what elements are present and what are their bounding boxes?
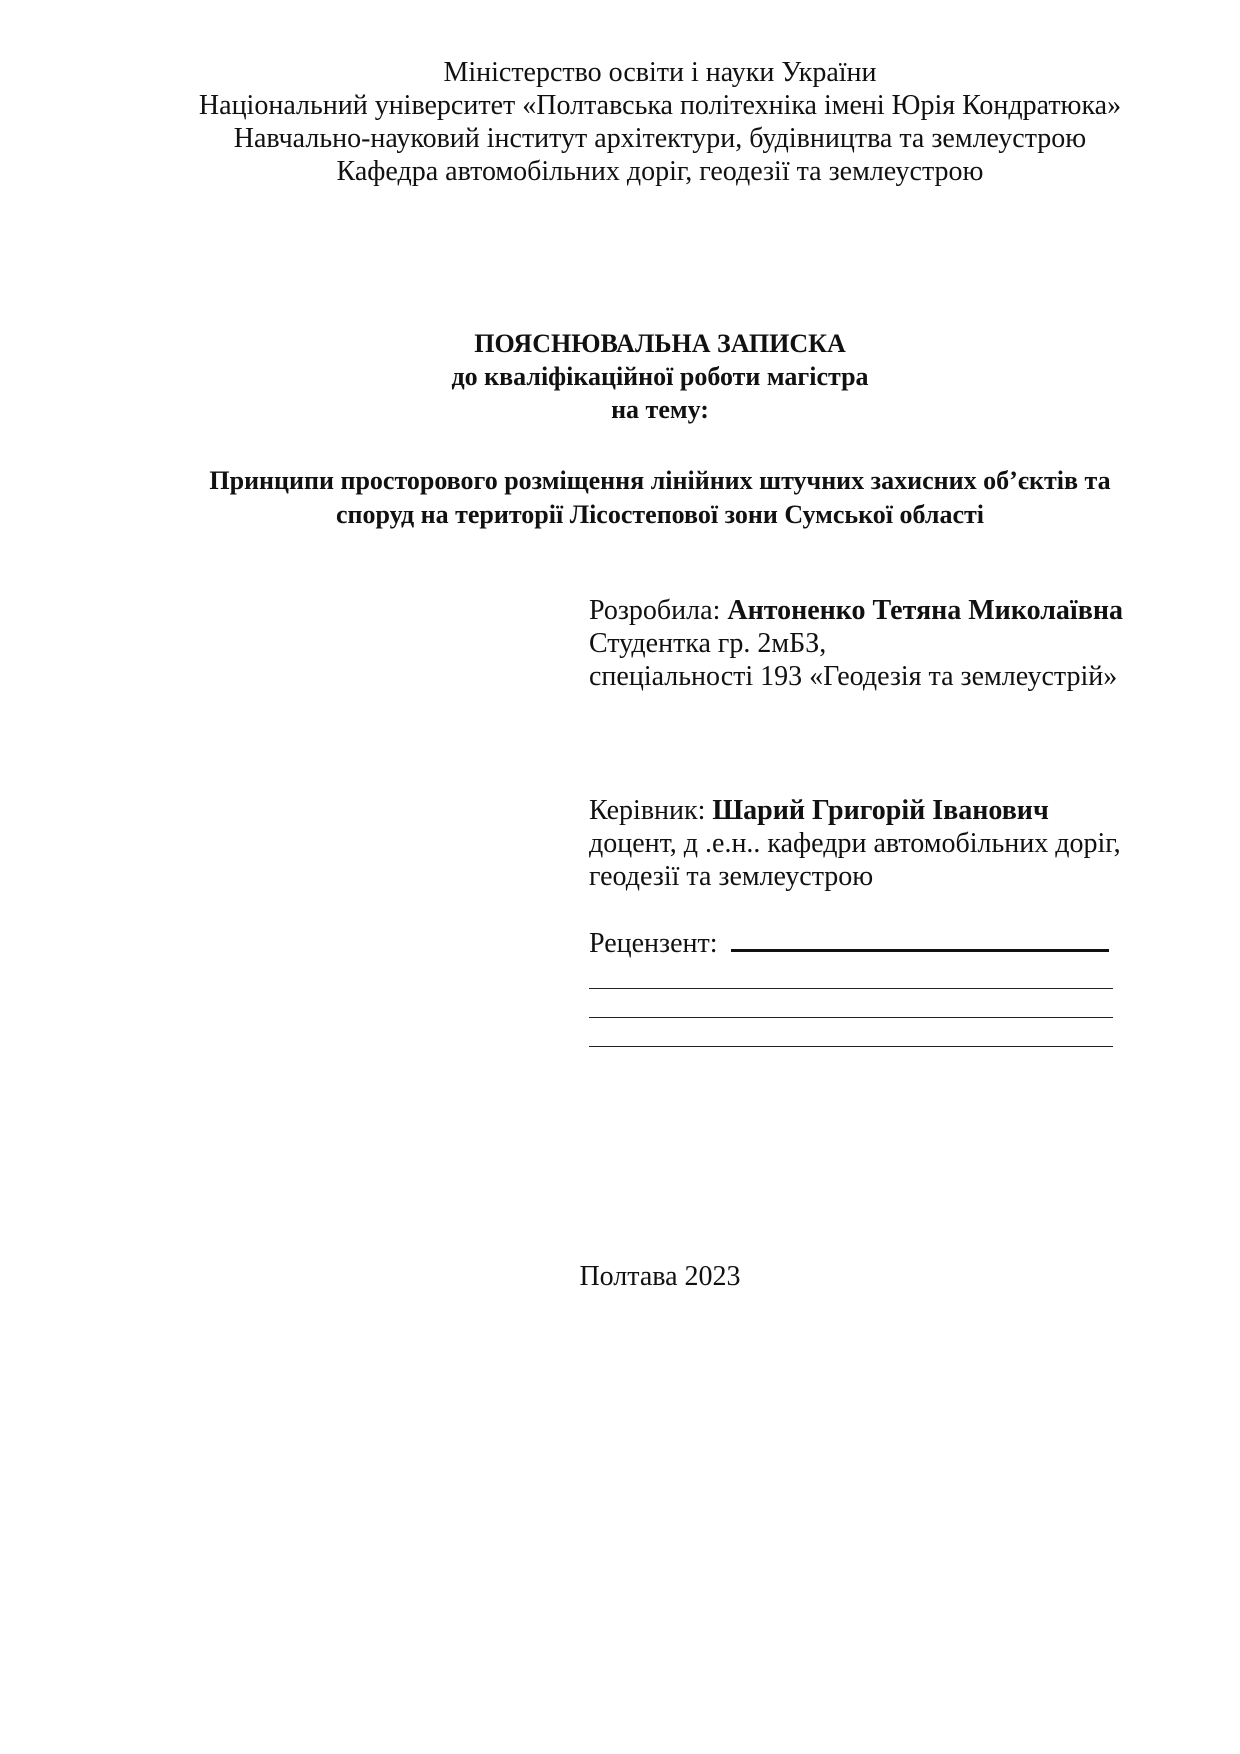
supervisor-line: [589, 794, 1121, 827]
supervisor-name: Шарий Григорій Іванович: [712, 795, 1049, 826]
reviewer-label: Рецензент:: [589, 928, 725, 959]
author-block: [589, 594, 1123, 693]
topic-line-1: Принципи просторового розміщення лінійних штучних захисних об’єктів та: [209, 466, 1111, 495]
supervisor-block: [589, 794, 1121, 893]
reviewer-line: [589, 927, 1113, 960]
title-line-3: на тему:: [611, 395, 709, 424]
title-line-1: ПОЯСНЮВАЛЬНА ЗАПИСКА: [474, 329, 846, 358]
reviewer-block: [589, 927, 1113, 1047]
author-name: Антоненко Тетяна Миколаївна: [727, 595, 1123, 626]
author-group: Студентка гр. 2мБЗ,: [589, 628, 827, 659]
city-year: Полтава 2023: [579, 1261, 741, 1292]
reviewer-blank-line-3: [589, 1018, 1113, 1047]
reviewer-name-blank: [731, 927, 1109, 952]
title-line-2: до кваліфікаційної роботи магістра: [451, 362, 869, 391]
author-label: Розробила:: [589, 595, 728, 626]
author-line: [589, 594, 1123, 627]
ministry-line: Міністерство освіти і науки України: [443, 57, 877, 88]
supervisor-position-2: геодезії та землеустрою: [589, 861, 874, 892]
institute-line: Навчально-науковий інститут архітектури, будівництва та землеустрою: [233, 123, 1087, 154]
university-line: Національний університет «Полтавська політехніка імені Юрія Кондратюка»: [198, 90, 1122, 121]
institution-header: [0, 56, 1240, 188]
reviewer-blank-line-1: [589, 960, 1113, 989]
supervisor-label: Керівник:: [589, 795, 713, 826]
supervisor-position-1: доцент, д .е.н.. кафедри автомобільних доріг,: [589, 828, 1121, 859]
topic-line-2: споруд на території Лісостепової зони Сумської області: [335, 500, 984, 529]
document-title: [0, 327, 1240, 426]
department-line: Кафедра автомобільних доріг, геодезії та землеустрою: [336, 156, 984, 187]
author-specialty: спеціальності 193 «Геодезія та землеустрій»: [589, 661, 1118, 692]
reviewer-blank-line-2: [589, 989, 1113, 1018]
thesis-topic: [0, 464, 1240, 532]
